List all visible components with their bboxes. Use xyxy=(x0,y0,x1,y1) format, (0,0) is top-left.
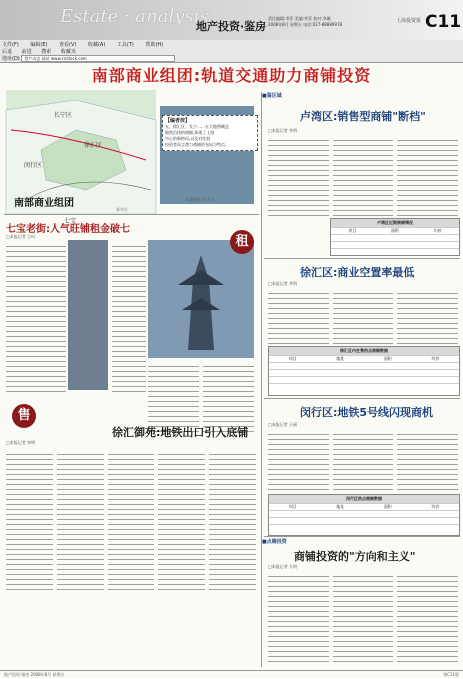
map-title: 南部商业组团 xyxy=(14,198,74,209)
article-qibao-continuation xyxy=(148,362,254,432)
address-input[interactable]: 房产动态 网站 www.cnstock.com xyxy=(21,55,175,62)
article-luwan-body xyxy=(268,136,458,216)
footer-right: 第C11版 xyxy=(443,672,459,677)
page-header xyxy=(0,0,463,41)
table-luwan-head-2: 面积 xyxy=(391,228,399,233)
info-proof: 校对:李珊 xyxy=(313,16,331,21)
browser-toolbar xyxy=(2,48,84,55)
footer-left: 地产投资·鉴房 2008年8月 星期五 xyxy=(4,672,65,677)
editor-note-line-1: 五、徐汇区、长宁……五大地带概念 xyxy=(165,124,229,129)
article-qibao-body xyxy=(6,242,66,392)
article-yuyuan-body xyxy=(6,450,256,590)
menu-favorites[interactable]: 收藏(A) xyxy=(87,42,106,48)
row-divider-4 xyxy=(264,536,460,537)
table-minhang-title: 闵行区热点商铺数据 xyxy=(269,495,459,503)
page-footer xyxy=(0,670,463,679)
article-direction-byline: □本报记者 方明 xyxy=(268,564,298,569)
editor-note-title: 【编者按】 xyxy=(165,118,191,124)
article-qibao-byline: □本报记者 王珂 xyxy=(6,234,36,239)
district-map xyxy=(6,90,156,225)
article-luwan-byline: □本报记者 李明 xyxy=(268,128,298,133)
table-minhang-head-4: 均价 xyxy=(431,504,440,509)
tower-graphic xyxy=(148,240,254,358)
article-direction-title: 商铺投资的"方向和主义" xyxy=(294,550,416,563)
article-yuyuan-byline: □本报记者 李明 xyxy=(6,440,36,445)
article-yuyuan-title: 徐汇御苑:地铁出口引入底铺 xyxy=(112,426,249,439)
page-code: C11 xyxy=(425,12,462,32)
table-luwan xyxy=(330,218,460,256)
map-label-qibao: 七宝 xyxy=(64,218,77,225)
back-button[interactable]: 后退 xyxy=(2,49,13,55)
address-label: 地址(D) xyxy=(2,56,20,62)
map-caption: 新华社 xyxy=(116,207,128,212)
map-label-changning: 长宁区 xyxy=(54,112,73,119)
row-divider-1 xyxy=(4,214,259,215)
row-divider-3 xyxy=(264,398,460,399)
table-xuhui xyxy=(268,346,460,396)
menu-edit[interactable]: 编辑(E) xyxy=(30,42,48,48)
editor-note xyxy=(162,115,258,151)
table-luwan-title: 卢湾区近期商铺情况 xyxy=(331,219,459,227)
section-title: 地产投资·鉴房 xyxy=(196,20,267,33)
table-luwan-head-1: 项目 xyxy=(348,228,357,233)
browser-menu xyxy=(2,41,173,48)
map-label-minhang: 闵行区 xyxy=(24,162,43,169)
article-xuhui-byline: □本报记者 李明 xyxy=(268,281,298,286)
table-xuhui-head-3: 面积 xyxy=(383,356,392,361)
table-luwan-head-3: 均价 xyxy=(433,228,442,233)
table-xuhui-head-2: 地址 xyxy=(336,356,345,361)
table-xuhui-title: 徐汇区内在售热点商铺数据 xyxy=(269,347,459,355)
tower-photo xyxy=(148,240,254,358)
brand-name: 上海投资报 xyxy=(396,18,422,24)
table-minhang xyxy=(268,494,460,536)
article-luwan-title: 卢湾区:销售型商铺"断档" xyxy=(300,110,426,123)
info-editor: 责任编辑:李菲 xyxy=(268,16,294,21)
article-qibao-title: 七宝老街:人气旺铺租金破七 xyxy=(6,224,130,235)
forward-button[interactable]: 前进 xyxy=(21,49,32,55)
browser-bar xyxy=(0,40,463,63)
stamp-rent: 租 xyxy=(230,230,254,254)
focus-marker: ■点睛投资 xyxy=(262,539,287,545)
address-row xyxy=(2,55,175,62)
menu-view[interactable]: 查看(V) xyxy=(59,42,77,48)
article-direction-body xyxy=(268,572,458,666)
article-xuhui-body xyxy=(268,289,458,345)
article-minhang-title: 闵行区:地铁5号线闪现商机 xyxy=(300,406,434,419)
info-designer: 美编:李菲 xyxy=(294,16,312,21)
table-minhang-head-3: 面积 xyxy=(383,504,392,509)
table-minhang-head-1: 项目 xyxy=(288,504,297,509)
qibao-photo xyxy=(68,240,108,390)
header-info xyxy=(268,16,398,28)
article-xuhui-title: 徐汇区:商业空置率最低 xyxy=(300,266,415,279)
row-divider-2 xyxy=(264,258,460,259)
article-qibao-body-2 xyxy=(112,242,146,392)
photo-caption: 本版制图 张大丰 xyxy=(185,197,215,202)
menu-file[interactable]: 文件(F) xyxy=(2,42,19,48)
article-minhang-byline: □本报记者 王丽 xyxy=(268,422,298,427)
favorites-button[interactable]: 收藏夹 xyxy=(60,49,76,55)
editor-note-line-2: 地铁沿线的商铺,体现了上海 xyxy=(165,130,215,135)
table-xuhui-head-1: 项目 xyxy=(288,356,297,361)
menu-help[interactable]: 帮助(H) xyxy=(145,42,164,48)
page-headline: 南部商业组团:轨道交通助力商铺投资 xyxy=(91,66,372,85)
map-label-xuhui: 徐汇区 xyxy=(84,142,103,149)
table-minhang-head-2: 地址 xyxy=(336,504,345,509)
editor-note-line-4: 投资者而言潜力商铺的布局与特点。 xyxy=(165,142,229,147)
stamp-sell: 售 xyxy=(12,404,36,428)
column-divider xyxy=(261,92,262,667)
estate-logo: Estate · analysis xyxy=(60,6,209,27)
search-button[interactable]: 搜索 xyxy=(41,49,52,55)
table-xuhui-head-4: 均价 xyxy=(431,356,440,361)
region-marker: ■鉴区域 xyxy=(262,93,282,99)
info-date: 2008年8月 星期五 xyxy=(268,22,302,27)
info-phone: 电话:027-88889978 xyxy=(303,22,343,27)
editor-note-line-3: 中心的新格局,以及对比较 xyxy=(165,136,211,141)
menu-tools[interactable]: 工具(T) xyxy=(116,42,134,48)
article-minhang-body xyxy=(268,430,458,492)
